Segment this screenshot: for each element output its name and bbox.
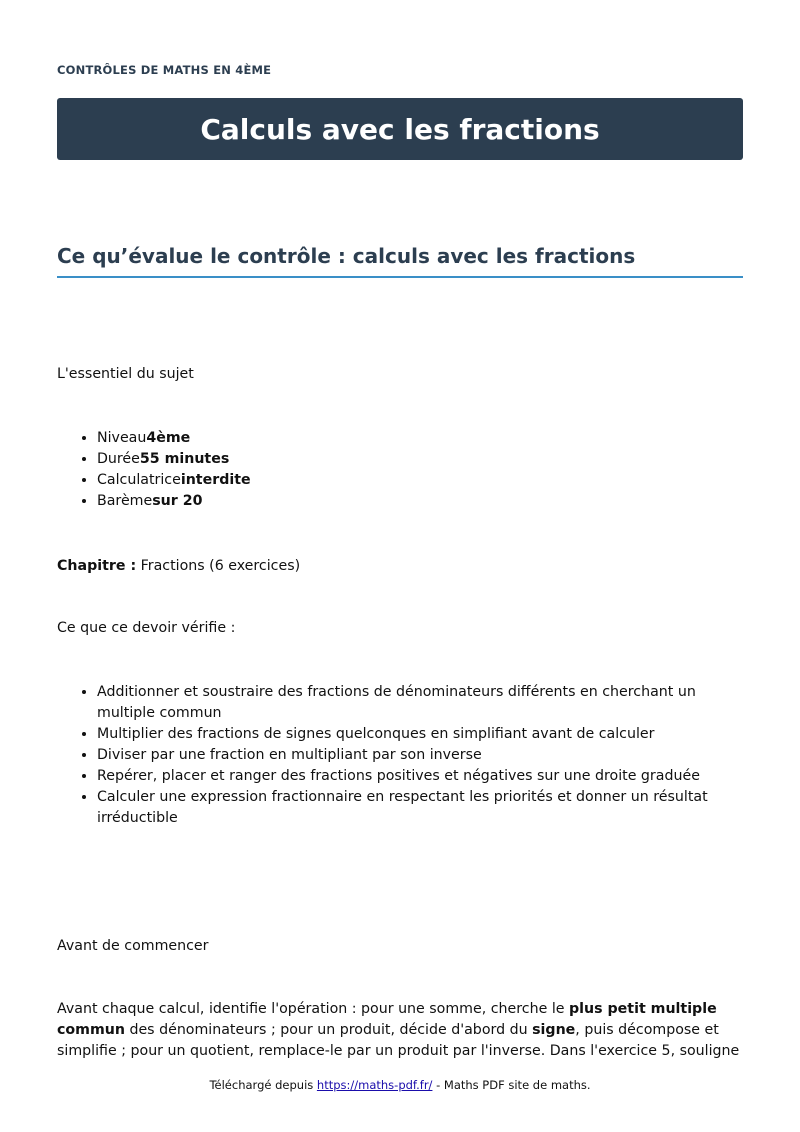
list-item [97, 428, 743, 449]
before-text-2: des dénominateurs ; pour un produit, décide d'abord du [124, 1022, 533, 1038]
checks-list [57, 682, 743, 829]
chapter-line [57, 556, 300, 577]
before-bold-2: signe [532, 1022, 576, 1038]
before-bold-1: plus petit multiple commun [57, 1001, 717, 1038]
footer-link[interactable]: https://maths-pdf.fr/ [316, 1078, 433, 1092]
page-footer [0, 1078, 800, 1092]
list-item: • Multiplier des fractions de signes quelconques en simplifiant avant de calculer [97, 724, 743, 745]
header-kicker: CONTRÔLES DE MATHS EN 4ÈME [57, 63, 272, 77]
item-label: Barème [97, 493, 153, 509]
essentials-heading: L'essentiel du sujet [57, 366, 194, 382]
item-label: Calculatrice [97, 472, 181, 488]
before-text-3: , puis décompose et simplifie ; pour un quotient, remplace-le par un produit par l'inverse. Dans l'exercice 5, souligne [57, 1022, 740, 1059]
item-value: 55 minutes [139, 451, 230, 467]
page-title: Calculs avec les fractions [200, 112, 600, 146]
list-item [97, 470, 743, 491]
item-value: interdite [180, 472, 251, 488]
title-banner [57, 98, 743, 160]
footer-suffix: - Maths PDF site de maths. [432, 1078, 591, 1092]
list-item [97, 449, 743, 470]
essentials-list [57, 428, 743, 512]
chapter-label: Chapitre : [57, 558, 137, 574]
before-heading: Avant de commencer [57, 938, 209, 954]
list-item: • Calculer une expression fractionnaire en respectant les priorités et donner un résultat irréductible [97, 787, 743, 829]
item-label: Niveau [97, 430, 147, 446]
item-value: 4ème [146, 430, 191, 446]
chapter-value: Fractions (6 exercices) [140, 558, 301, 574]
checks-heading: Ce que ce devoir vérifie : [57, 620, 236, 636]
before-text-1: Avant chaque calcul, identifie l'opération : pour une somme, cherche le [57, 1001, 570, 1017]
footer-prefix: Téléchargé depuis [209, 1078, 317, 1092]
list-item: • Additionner et soustraire des fractions de dénominateurs différents en cherchant un multiple commun [97, 682, 743, 724]
before-paragraph [57, 999, 743, 1062]
section-title: Ce qu’évalue le contrôle : calculs avec les fractions [57, 244, 743, 278]
list-item: • Repérer, placer et ranger des fractions positives et négatives sur une droite graduée [97, 766, 743, 787]
list-item [97, 491, 743, 512]
item-label: Durée [97, 451, 140, 467]
item-value: sur 20 [152, 493, 203, 509]
list-item: • Diviser par une fraction en multipliant par son inverse [97, 745, 743, 766]
